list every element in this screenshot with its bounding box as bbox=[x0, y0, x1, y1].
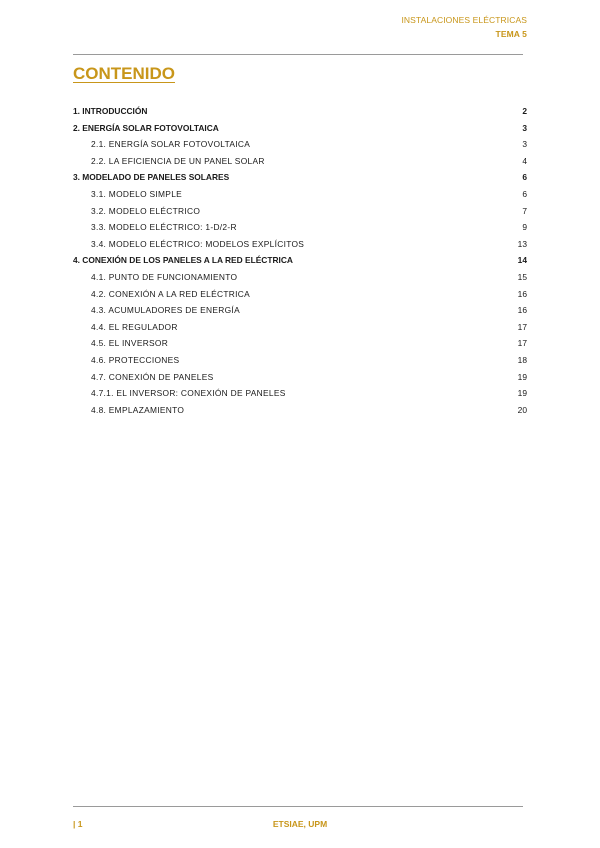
toc-entry-page: 6 bbox=[522, 188, 527, 199]
toc-entry-label: 2.1. ENERGÍA SOLAR FOTOVOLTAICA bbox=[91, 139, 251, 150]
toc-entry-page: 19 bbox=[517, 371, 527, 382]
toc-entry[interactable] bbox=[73, 120, 527, 137]
toc-entry-label: 2. ENERGÍA SOLAR FOTOVOLTAICA bbox=[73, 122, 219, 133]
toc-entry[interactable] bbox=[73, 385, 527, 402]
toc-entry-label: 3. MODELADO DE PANELES SOLARES bbox=[73, 172, 230, 183]
toc-title: CONTENIDO bbox=[73, 64, 175, 83]
toc-entry[interactable] bbox=[73, 302, 527, 319]
toc-entry[interactable] bbox=[73, 103, 527, 120]
toc-entry-page: 3 bbox=[522, 122, 527, 133]
toc-entry-page: 6 bbox=[522, 172, 527, 183]
toc-entry[interactable] bbox=[73, 369, 527, 386]
toc-entry[interactable] bbox=[73, 186, 527, 203]
toc-entry[interactable] bbox=[73, 169, 527, 186]
table-of-contents bbox=[73, 103, 527, 418]
header-topic: TEMA 5 bbox=[495, 29, 527, 39]
toc-entry[interactable] bbox=[73, 402, 527, 419]
toc-entry-label: 3.2. MODELO ELÉCTRICO bbox=[91, 205, 201, 216]
toc-entry[interactable] bbox=[73, 319, 527, 336]
toc-entry-page: 4 bbox=[522, 155, 527, 166]
toc-entry-page: 9 bbox=[522, 222, 527, 233]
toc-entry[interactable] bbox=[73, 252, 527, 269]
header-course-title: INSTALACIONES ELÉCTRICAS bbox=[401, 15, 527, 25]
toc-entry-label: 3.3. MODELO ELÉCTRICO: 1-D/2-R bbox=[91, 222, 237, 233]
toc-entry[interactable] bbox=[73, 286, 527, 303]
footer-institution: ETSIAE, UPM bbox=[272, 819, 328, 829]
toc-entry-label: 4.3. ACUMULADORES DE ENERGÍA bbox=[91, 305, 240, 316]
toc-entry-label: 4.1. PUNTO DE FUNCIONAMIENTO bbox=[91, 271, 238, 282]
header-divider bbox=[73, 54, 523, 55]
toc-entry[interactable] bbox=[73, 153, 527, 170]
toc-entry-page: 16 bbox=[517, 305, 527, 316]
footer-divider bbox=[73, 806, 523, 807]
toc-entry-page: 7 bbox=[522, 205, 527, 216]
toc-entry-label: 4. CONEXIÓN DE LOS PANELES A LA RED ELÉCTRICA bbox=[73, 255, 293, 266]
toc-entry-label: 1. INTRODUCCIÓN bbox=[73, 106, 148, 116]
toc-entry-label: 4.6. PROTECCIONES bbox=[91, 354, 180, 365]
toc-entry-page: 14 bbox=[517, 255, 527, 266]
toc-entry[interactable] bbox=[73, 269, 527, 286]
toc-entry-label: 3.1. MODELO SIMPLE bbox=[91, 188, 183, 199]
toc-entry-page: 18 bbox=[517, 354, 527, 365]
toc-entry[interactable] bbox=[73, 136, 527, 153]
toc-entry-page: 3 bbox=[522, 139, 527, 150]
toc-entry-page: 19 bbox=[517, 388, 527, 399]
toc-entry-page: 15 bbox=[517, 271, 527, 282]
toc-entry-page: 16 bbox=[517, 288, 527, 299]
toc-entry-label: 4.7. CONEXIÓN DE PANELES bbox=[91, 371, 214, 382]
toc-entry-label: 4.4. EL REGULADOR bbox=[91, 321, 178, 332]
toc-entry-page: 20 bbox=[517, 404, 527, 415]
toc-entry-page: 13 bbox=[517, 238, 527, 249]
toc-entry-page: 17 bbox=[517, 338, 527, 349]
toc-entry-page: 17 bbox=[517, 321, 527, 332]
toc-entry[interactable] bbox=[73, 219, 527, 236]
toc-entry-label: 4.8. EMPLAZAMIENTO bbox=[91, 404, 185, 415]
toc-entry[interactable] bbox=[73, 335, 527, 352]
toc-entry[interactable] bbox=[73, 352, 527, 369]
toc-entry-label: 3.4. MODELO ELÉCTRICO: MODELOS EXPLÍCITOS bbox=[91, 238, 305, 249]
toc-entry-label: 4.5. EL INVERSOR bbox=[91, 338, 169, 349]
toc-entry[interactable] bbox=[73, 236, 527, 253]
footer-page-number: | 1 bbox=[73, 819, 83, 829]
toc-entry-label: 2.2. LA EFICIENCIA DE UN PANEL SOLAR bbox=[91, 155, 265, 166]
toc-entry-label: 4.2. CONEXIÓN A LA RED ELÉCTRICA bbox=[91, 288, 251, 299]
toc-entry[interactable] bbox=[73, 203, 527, 220]
toc-entry-page: 2 bbox=[522, 106, 527, 116]
toc-entry-label: 4.7.1. EL INVERSOR: CONEXIÓN DE PANELES bbox=[91, 388, 286, 399]
